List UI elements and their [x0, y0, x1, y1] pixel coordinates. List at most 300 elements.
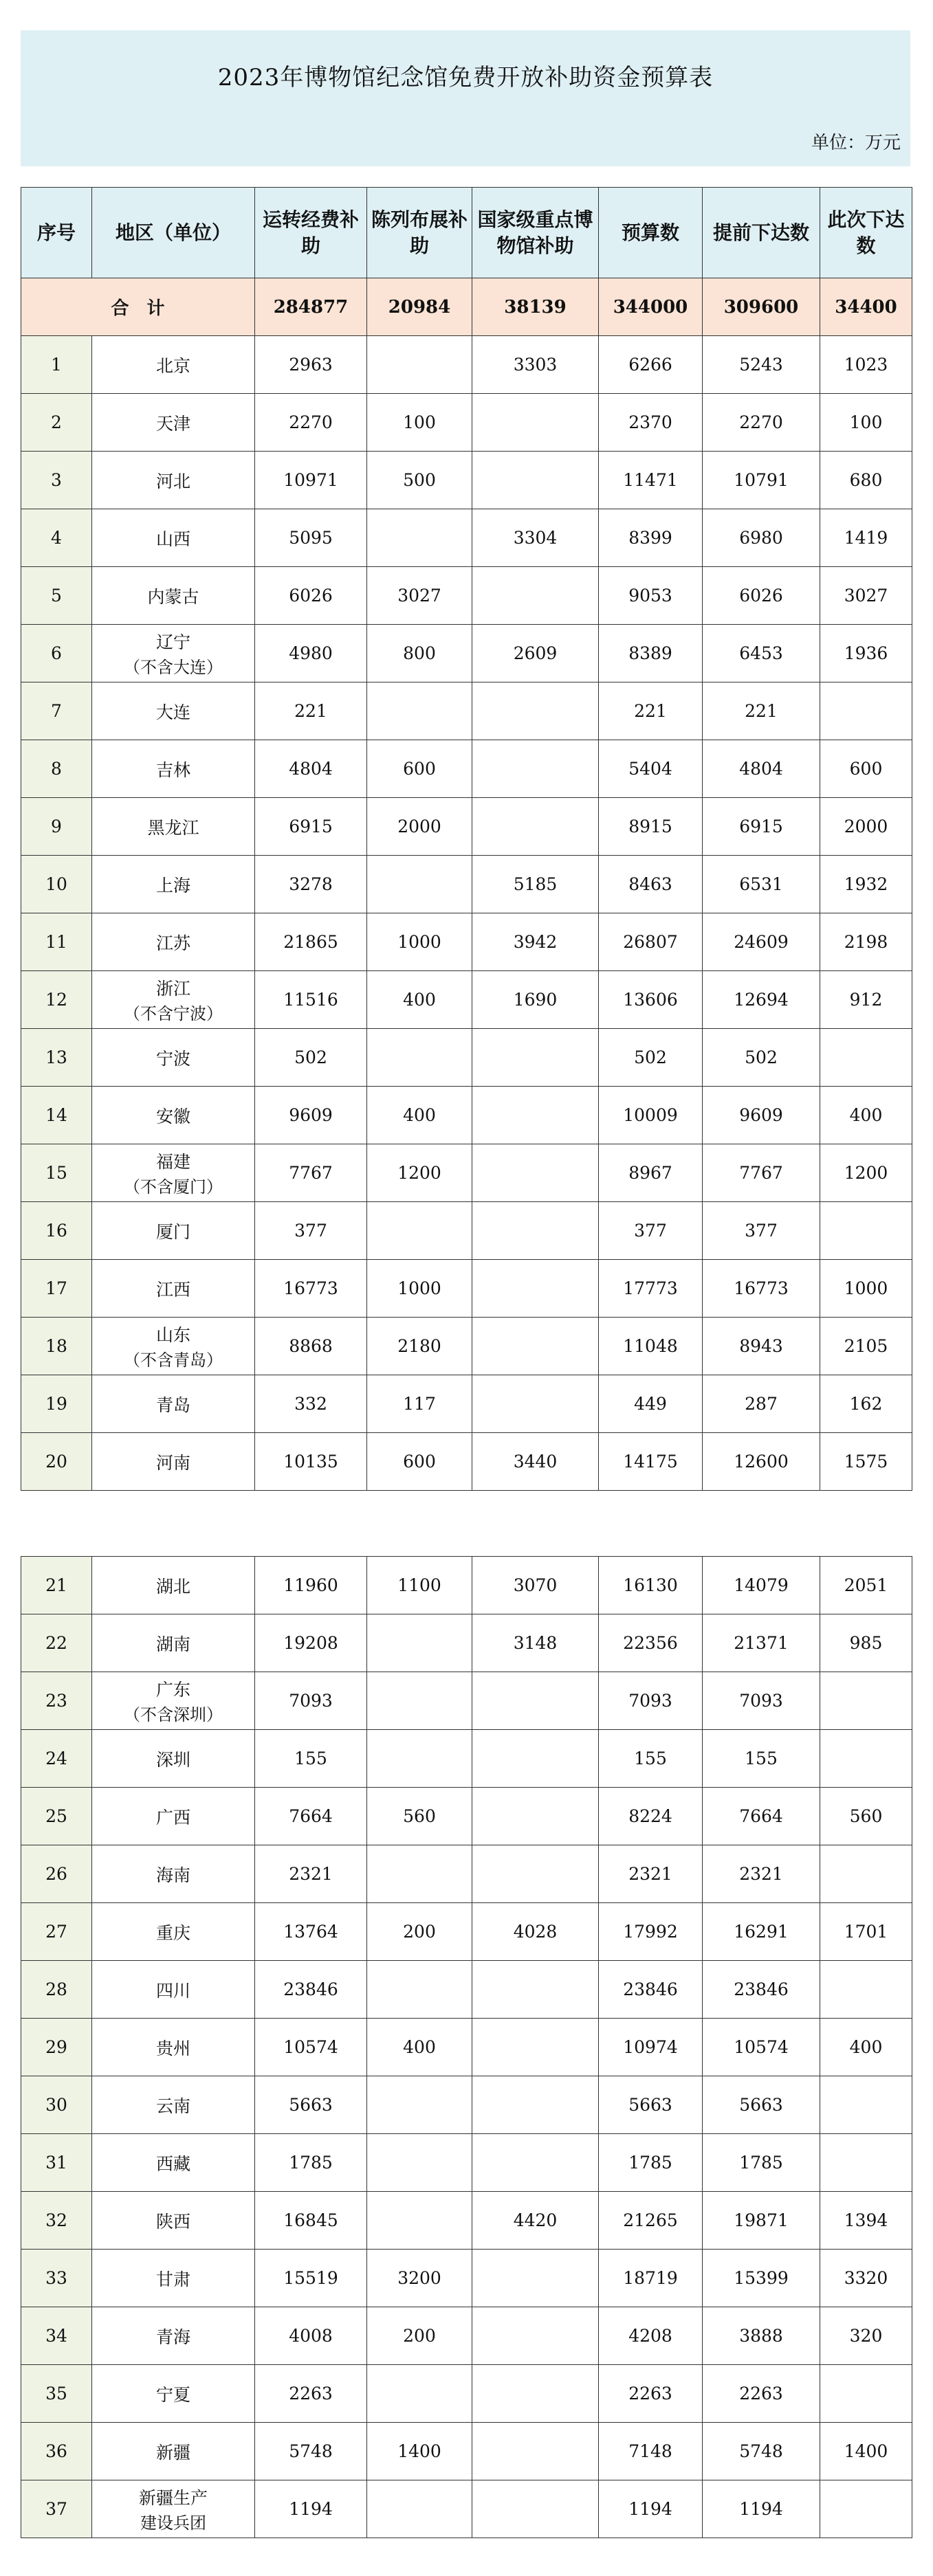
row-seq: 17	[21, 1260, 92, 1318]
header-budget: 预算数	[599, 188, 703, 278]
row-current: 2198	[820, 913, 912, 971]
table-row	[21, 2365, 912, 2423]
row-exhibition: 1000	[367, 913, 472, 971]
row-region	[92, 2480, 255, 2538]
row-advance: 12694	[703, 971, 820, 1029]
row-seq: 15	[21, 1144, 92, 1202]
row-advance: 502	[703, 1029, 820, 1087]
row-current: 1394	[820, 2192, 912, 2250]
table-row	[21, 682, 912, 740]
row-national	[472, 1375, 599, 1433]
row-national: 4420	[472, 2192, 599, 2250]
total-row	[21, 278, 912, 336]
row-region	[92, 682, 255, 740]
table-row	[21, 1557, 912, 1614]
row-operating: 10574	[255, 2019, 367, 2076]
table-row	[21, 1433, 912, 1491]
row-advance: 2321	[703, 1845, 820, 1903]
row-region	[92, 1730, 255, 1788]
row-region	[92, 452, 255, 509]
row-exhibition	[367, 2192, 472, 2250]
row-current: 1575	[820, 1433, 912, 1491]
row-region-name: 新疆生产	[138, 2488, 208, 2508]
row-seq: 1	[21, 336, 92, 394]
row-region	[92, 336, 255, 394]
row-current	[820, 2365, 912, 2423]
row-current: 1400	[820, 2423, 912, 2480]
row-current	[820, 1672, 912, 1730]
row-budget: 21265	[599, 2192, 703, 2250]
row-operating: 6026	[255, 567, 367, 625]
row-operating: 15519	[255, 2250, 367, 2307]
row-exhibition	[367, 1614, 472, 1672]
table-row	[21, 2192, 912, 2250]
row-region-name: 北京	[155, 355, 190, 376]
row-national	[472, 452, 599, 509]
total-budget: 344000	[599, 278, 703, 336]
row-operating: 10971	[255, 452, 367, 509]
row-seq: 24	[21, 1730, 92, 1788]
row-advance: 14079	[703, 1557, 820, 1614]
row-current: 320	[820, 2307, 912, 2365]
row-seq: 27	[21, 1903, 92, 1961]
row-operating: 2270	[255, 394, 367, 452]
row-budget: 8224	[599, 1788, 703, 1845]
row-seq: 28	[21, 1961, 92, 2019]
row-region-name: 陕西	[155, 2211, 190, 2232]
row-region-name: 安徽	[155, 1106, 190, 1126]
row-exhibition	[367, 1845, 472, 1903]
row-seq: 18	[21, 1318, 92, 1375]
row-region-name: 西藏	[155, 2153, 190, 2174]
row-region	[92, 798, 255, 856]
table-row	[21, 1845, 912, 1903]
row-national	[472, 1087, 599, 1144]
row-advance: 6980	[703, 509, 820, 567]
row-current: 560	[820, 1788, 912, 1845]
table-row	[21, 1087, 912, 1144]
row-seq: 11	[21, 913, 92, 971]
table-row	[21, 1961, 912, 2019]
row-advance: 21371	[703, 1614, 820, 1672]
table-row	[21, 336, 912, 394]
table-row	[21, 625, 912, 682]
row-seq: 31	[21, 2134, 92, 2192]
row-region-note: （不含厦门）	[124, 1177, 223, 1197]
row-national: 2609	[472, 625, 599, 682]
row-national: 5185	[472, 856, 599, 913]
row-current: 162	[820, 1375, 912, 1433]
row-current: 1023	[820, 336, 912, 394]
row-operating: 2263	[255, 2365, 367, 2423]
row-region	[92, 913, 255, 971]
row-region	[92, 2250, 255, 2307]
row-region-name: 吉林	[155, 759, 190, 780]
row-seq: 36	[21, 2423, 92, 2480]
row-national	[472, 1260, 599, 1318]
row-exhibition	[367, 1672, 472, 1730]
table-row	[21, 856, 912, 913]
row-national	[472, 2134, 599, 2192]
row-seq: 29	[21, 2019, 92, 2076]
row-current: 3320	[820, 2250, 912, 2307]
row-operating: 1194	[255, 2480, 367, 2538]
row-budget: 8399	[599, 509, 703, 567]
row-region-name: 青海	[155, 2327, 190, 2347]
row-region-name: 云南	[155, 2096, 190, 2116]
row-national	[472, 2365, 599, 2423]
row-budget: 14175	[599, 1433, 703, 1491]
row-region-name: 深圳	[155, 1749, 190, 1770]
row-region	[92, 2076, 255, 2134]
row-budget: 9053	[599, 567, 703, 625]
row-operating: 19208	[255, 1614, 367, 1672]
row-current: 912	[820, 971, 912, 1029]
row-region	[92, 1903, 255, 1961]
row-region-name: 河北	[155, 471, 190, 491]
row-region-name: 山东	[155, 1325, 190, 1345]
row-region	[92, 2423, 255, 2480]
row-operating: 23846	[255, 1961, 367, 2019]
row-region	[92, 1961, 255, 2019]
row-budget: 8463	[599, 856, 703, 913]
row-national	[472, 1961, 599, 2019]
row-region-name: 甘肃	[155, 2269, 190, 2289]
table-row	[21, 1730, 912, 1788]
row-exhibition: 600	[367, 1433, 472, 1491]
row-budget: 11471	[599, 452, 703, 509]
row-current: 100	[820, 394, 912, 452]
row-exhibition	[367, 2134, 472, 2192]
table-row	[21, 798, 912, 856]
row-region-name: 海南	[155, 1865, 190, 1885]
row-advance: 5748	[703, 2423, 820, 2480]
row-exhibition: 800	[367, 625, 472, 682]
row-advance: 7664	[703, 1788, 820, 1845]
table-row	[21, 1672, 912, 1730]
row-region-note: 建设兵团	[140, 2513, 206, 2533]
header-region: 地区（单位）	[92, 188, 255, 278]
row-advance: 155	[703, 1730, 820, 1788]
row-seq: 34	[21, 2307, 92, 2365]
row-advance: 10574	[703, 2019, 820, 2076]
row-national	[472, 798, 599, 856]
row-exhibition	[367, 2076, 472, 2134]
row-region	[92, 740, 255, 798]
row-seq: 14	[21, 1087, 92, 1144]
row-region	[92, 1845, 255, 1903]
row-operating: 16845	[255, 2192, 367, 2250]
row-national: 3148	[472, 1614, 599, 1672]
row-advance: 377	[703, 1202, 820, 1260]
row-operating: 377	[255, 1202, 367, 1260]
row-current: 680	[820, 452, 912, 509]
row-national	[472, 1788, 599, 1845]
row-budget: 502	[599, 1029, 703, 1087]
row-national: 3942	[472, 913, 599, 971]
total-advance: 309600	[703, 278, 820, 336]
row-region	[92, 971, 255, 1029]
row-region	[92, 1318, 255, 1375]
table-row	[21, 2076, 912, 2134]
budget-table-part-1	[21, 187, 912, 1491]
row-exhibition	[367, 2480, 472, 2538]
row-region	[92, 1433, 255, 1491]
row-operating: 332	[255, 1375, 367, 1433]
row-region-note: （不含宁波）	[124, 1004, 223, 1023]
row-budget: 17992	[599, 1903, 703, 1961]
row-operating: 2321	[255, 1845, 367, 1903]
row-advance: 9609	[703, 1087, 820, 1144]
row-region-name: 内蒙古	[147, 586, 199, 607]
row-advance: 3888	[703, 2307, 820, 2365]
row-advance: 2270	[703, 394, 820, 452]
row-current	[820, 2134, 912, 2192]
row-region	[92, 2019, 255, 2076]
row-region-name: 上海	[155, 875, 190, 896]
row-region-name: 贵州	[155, 2038, 190, 2058]
row-exhibition: 500	[367, 452, 472, 509]
row-region	[92, 1029, 255, 1087]
row-national	[472, 1672, 599, 1730]
row-operating: 5095	[255, 509, 367, 567]
row-national	[472, 2307, 599, 2365]
row-exhibition: 400	[367, 2019, 472, 2076]
row-advance: 16291	[703, 1903, 820, 1961]
row-region-name: 厦门	[155, 1221, 190, 1242]
header-advance: 提前下达数	[703, 188, 820, 278]
row-region	[92, 625, 255, 682]
row-current	[820, 1029, 912, 1087]
row-operating: 7664	[255, 1788, 367, 1845]
row-advance: 12600	[703, 1433, 820, 1491]
row-operating: 16773	[255, 1260, 367, 1318]
table-row	[21, 1318, 912, 1375]
row-current: 1932	[820, 856, 912, 913]
total-operating: 284877	[255, 278, 367, 336]
row-seq: 26	[21, 1845, 92, 1903]
row-seq: 19	[21, 1375, 92, 1433]
row-region-name: 湖北	[155, 1576, 190, 1597]
unit-label: 单位：万元	[811, 133, 901, 153]
row-region-note: （不含大连）	[124, 658, 223, 677]
row-region	[92, 2307, 255, 2365]
row-exhibition: 1000	[367, 1260, 472, 1318]
row-budget: 377	[599, 1202, 703, 1260]
row-advance: 1194	[703, 2480, 820, 2538]
row-region	[92, 1144, 255, 1202]
row-budget: 4208	[599, 2307, 703, 2365]
table-row	[21, 2250, 912, 2307]
row-advance: 6915	[703, 798, 820, 856]
row-seq: 21	[21, 1557, 92, 1614]
row-seq: 4	[21, 509, 92, 567]
row-exhibition: 3027	[367, 567, 472, 625]
row-budget: 8967	[599, 1144, 703, 1202]
table-row	[21, 1202, 912, 1260]
row-region-name: 江西	[155, 1279, 190, 1300]
row-budget: 8915	[599, 798, 703, 856]
row-operating: 6915	[255, 798, 367, 856]
row-operating: 11960	[255, 1557, 367, 1614]
row-region	[92, 1202, 255, 1260]
table-row	[21, 1144, 912, 1202]
row-region	[92, 1375, 255, 1433]
row-operating: 11516	[255, 971, 367, 1029]
row-exhibition	[367, 682, 472, 740]
row-national	[472, 2480, 599, 2538]
row-region	[92, 1672, 255, 1730]
row-budget: 5404	[599, 740, 703, 798]
row-operating: 4980	[255, 625, 367, 682]
row-current: 400	[820, 2019, 912, 2076]
row-region-name: 辽宁	[155, 632, 190, 652]
row-exhibition: 2180	[367, 1318, 472, 1375]
row-advance: 6453	[703, 625, 820, 682]
row-exhibition: 400	[367, 1087, 472, 1144]
row-exhibition	[367, 1202, 472, 1260]
row-national: 3303	[472, 336, 599, 394]
row-operating: 221	[255, 682, 367, 740]
row-national: 1690	[472, 971, 599, 1029]
row-national	[472, 2076, 599, 2134]
header-current: 此次下达数	[820, 188, 912, 278]
row-budget: 22356	[599, 1614, 703, 1672]
row-national	[472, 1202, 599, 1260]
table-row	[21, 1903, 912, 1961]
row-budget: 2263	[599, 2365, 703, 2423]
row-budget: 155	[599, 1730, 703, 1788]
row-operating: 5748	[255, 2423, 367, 2480]
table-row	[21, 509, 912, 567]
row-advance: 7093	[703, 1672, 820, 1730]
row-national: 3440	[472, 1433, 599, 1491]
table-row	[21, 2480, 912, 2538]
row-seq: 3	[21, 452, 92, 509]
row-region-name: 湖南	[155, 1634, 190, 1654]
row-national: 4028	[472, 1903, 599, 1961]
row-exhibition: 560	[367, 1788, 472, 1845]
row-region-note: （不含青岛）	[124, 1351, 223, 1370]
row-region-name: 广西	[155, 1807, 190, 1828]
row-operating: 5663	[255, 2076, 367, 2134]
row-seq: 33	[21, 2250, 92, 2307]
row-advance: 23846	[703, 1961, 820, 2019]
row-current	[820, 1961, 912, 2019]
row-national	[472, 1144, 599, 1202]
row-region	[92, 1614, 255, 1672]
row-current	[820, 1845, 912, 1903]
header-exhibition: 陈列布展补助	[367, 188, 472, 278]
row-advance: 5663	[703, 2076, 820, 2134]
row-seq: 2	[21, 394, 92, 452]
total-national: 38139	[472, 278, 599, 336]
row-budget: 18719	[599, 2250, 703, 2307]
row-national	[472, 394, 599, 452]
row-national	[472, 740, 599, 798]
row-region	[92, 856, 255, 913]
table-row	[21, 567, 912, 625]
row-national	[472, 2423, 599, 2480]
table-row	[21, 1375, 912, 1433]
row-national: 3070	[472, 1557, 599, 1614]
row-seq: 7	[21, 682, 92, 740]
total-label: 合 计	[21, 278, 255, 336]
row-current: 1701	[820, 1903, 912, 1961]
row-current: 2000	[820, 798, 912, 856]
row-region-name: 浙江	[155, 979, 190, 999]
table-row	[21, 1260, 912, 1318]
row-national	[472, 2019, 599, 2076]
row-budget: 6266	[599, 336, 703, 394]
row-advance: 15399	[703, 2250, 820, 2307]
row-exhibition	[367, 509, 472, 567]
row-national	[472, 1029, 599, 1087]
row-national	[472, 2250, 599, 2307]
row-operating: 155	[255, 1730, 367, 1788]
row-advance: 24609	[703, 913, 820, 971]
row-operating: 1785	[255, 2134, 367, 2192]
row-region-note: （不含深圳）	[124, 1705, 223, 1724]
row-operating: 502	[255, 1029, 367, 1087]
row-budget: 7148	[599, 2423, 703, 2480]
row-region-name: 四川	[155, 1980, 190, 2001]
row-exhibition: 117	[367, 1375, 472, 1433]
row-exhibition: 2000	[367, 798, 472, 856]
row-national	[472, 567, 599, 625]
row-current: 1000	[820, 1260, 912, 1318]
row-current	[820, 2480, 912, 2538]
row-operating: 8868	[255, 1318, 367, 1375]
row-current: 1200	[820, 1144, 912, 1202]
row-national	[472, 682, 599, 740]
row-exhibition: 1400	[367, 2423, 472, 2480]
row-seq: 8	[21, 740, 92, 798]
row-region-name: 天津	[155, 413, 190, 434]
header-national: 国家级重点博物馆补助	[472, 188, 599, 278]
row-advance: 4804	[703, 740, 820, 798]
row-advance: 221	[703, 682, 820, 740]
row-advance: 2263	[703, 2365, 820, 2423]
row-region-name: 福建	[155, 1152, 190, 1172]
row-seq: 6	[21, 625, 92, 682]
row-exhibition: 3200	[367, 2250, 472, 2307]
total-current: 34400	[820, 278, 912, 336]
row-exhibition	[367, 1730, 472, 1788]
row-advance: 8943	[703, 1318, 820, 1375]
table-row	[21, 2134, 912, 2192]
row-exhibition: 200	[367, 2307, 472, 2365]
row-operating: 7767	[255, 1144, 367, 1202]
page-title: 2023年博物馆纪念馆免费开放补助资金预算表	[217, 63, 714, 91]
row-operating: 3278	[255, 856, 367, 913]
row-seq: 20	[21, 1433, 92, 1491]
row-budget: 1785	[599, 2134, 703, 2192]
row-seq: 23	[21, 1672, 92, 1730]
row-exhibition: 1100	[367, 1557, 472, 1614]
row-budget: 26807	[599, 913, 703, 971]
table-row	[21, 2019, 912, 2076]
row-operating: 4804	[255, 740, 367, 798]
row-budget: 13606	[599, 971, 703, 1029]
table-row	[21, 971, 912, 1029]
row-advance: 5243	[703, 336, 820, 394]
row-region	[92, 2365, 255, 2423]
row-seq: 35	[21, 2365, 92, 2423]
row-budget: 7093	[599, 1672, 703, 1730]
row-current: 985	[820, 1614, 912, 1672]
row-budget: 1194	[599, 2480, 703, 2538]
